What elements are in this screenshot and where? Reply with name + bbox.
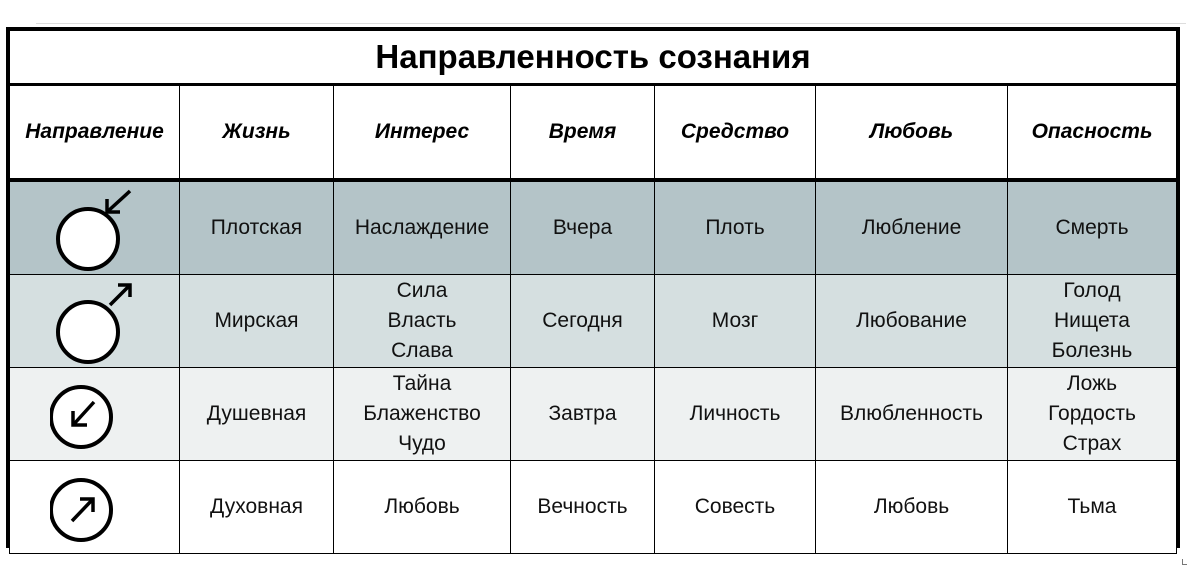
- consciousness-table: [6, 27, 1180, 548]
- cell-line: Страх: [1062, 432, 1122, 455]
- cell-line: Любовь: [873, 495, 950, 518]
- cell-line: Смерть: [1055, 216, 1129, 239]
- circle-arrow-in-inside-icon: [50, 371, 140, 457]
- means-cell: [655, 461, 816, 554]
- cell-line: Слава: [391, 339, 453, 362]
- cell-line: Сегодня: [542, 309, 623, 332]
- means-cell: [655, 275, 816, 368]
- header-means: Средство: [655, 85, 816, 181]
- cell-line: Вечность: [537, 495, 628, 518]
- cell-line: Тайна: [392, 372, 452, 395]
- love-cell: [816, 461, 1008, 554]
- love-cell: [816, 275, 1008, 368]
- top-rule: [36, 23, 1186, 24]
- cell-line: Духовная: [210, 495, 303, 518]
- cell-line: Влюбленность: [840, 402, 983, 425]
- time-cell: [511, 461, 655, 554]
- cell-line: Болезнь: [1051, 339, 1133, 362]
- danger-cell: [1008, 368, 1177, 461]
- cell-line: Плоть: [705, 216, 765, 239]
- cell-line: Чудо: [398, 432, 446, 455]
- life-cell: [180, 368, 334, 461]
- table-row: [10, 180, 1177, 275]
- cell-line: Плотская: [210, 216, 303, 239]
- cell-line: Вчера: [552, 216, 613, 239]
- direction-cell: [10, 275, 180, 368]
- cell-line: Гордость: [1048, 402, 1136, 425]
- love-cell: [816, 368, 1008, 461]
- table: [9, 30, 1177, 554]
- life-cell: [180, 461, 334, 554]
- cell-line: Любовь: [384, 495, 460, 518]
- cell-line: Блаженство: [363, 402, 481, 425]
- cell-line: Душевная: [206, 402, 307, 425]
- love-cell: [816, 180, 1008, 275]
- direction-cell: [10, 368, 180, 461]
- time-cell: [511, 275, 655, 368]
- danger-cell: [1008, 275, 1177, 368]
- cell-line: Мирская: [214, 309, 299, 332]
- cell-line: Любление: [861, 216, 962, 239]
- cell-line: Наслаждение: [354, 216, 490, 239]
- cell-line: Мозг: [711, 309, 759, 332]
- life-cell: [180, 180, 334, 275]
- interest-cell: [334, 368, 511, 461]
- circle-arrow-in-outside-icon: [50, 185, 140, 271]
- direction-cell: [10, 461, 180, 554]
- cell-line: Голод: [1063, 279, 1121, 302]
- circle-arrow-out-inside-icon: [50, 464, 140, 550]
- danger-cell: [1008, 461, 1177, 554]
- time-cell: [511, 180, 655, 275]
- header-love: Любовь: [816, 85, 1008, 181]
- cell-line: Нищета: [1054, 309, 1130, 332]
- title-row: [10, 31, 1177, 85]
- circle-arrow-out-outside-icon: [50, 278, 140, 364]
- cell-line: Ложь: [1066, 372, 1118, 395]
- cell-line: Тьма: [1067, 495, 1117, 518]
- cell-line: Власть: [387, 309, 457, 332]
- means-cell: [655, 180, 816, 275]
- table-row: [10, 368, 1177, 461]
- header-danger: Опасность: [1008, 85, 1177, 181]
- header-row: [10, 85, 1177, 181]
- table-row: [10, 461, 1177, 554]
- danger-cell: [1008, 180, 1177, 275]
- direction-cell: [10, 180, 180, 275]
- table-row: [10, 275, 1177, 368]
- header-life: Жизнь: [180, 85, 334, 181]
- cell-line: Сила: [396, 279, 448, 302]
- table-title: Направленность сознания: [10, 31, 1177, 85]
- life-cell: [180, 275, 334, 368]
- means-cell: [655, 368, 816, 461]
- interest-cell: [334, 180, 511, 275]
- cell-line: Завтра: [548, 402, 617, 425]
- header-interest: Интерес: [334, 85, 511, 181]
- header-direction: Направление: [10, 85, 180, 181]
- time-cell: [511, 368, 655, 461]
- cell-line: Личность: [689, 402, 781, 425]
- interest-cell: [334, 275, 511, 368]
- cell-line: Совесть: [694, 495, 776, 518]
- interest-cell: [334, 461, 511, 554]
- corner-mark: [1182, 559, 1187, 565]
- cell-line: Любование: [856, 309, 967, 332]
- header-time: Время: [511, 85, 655, 181]
